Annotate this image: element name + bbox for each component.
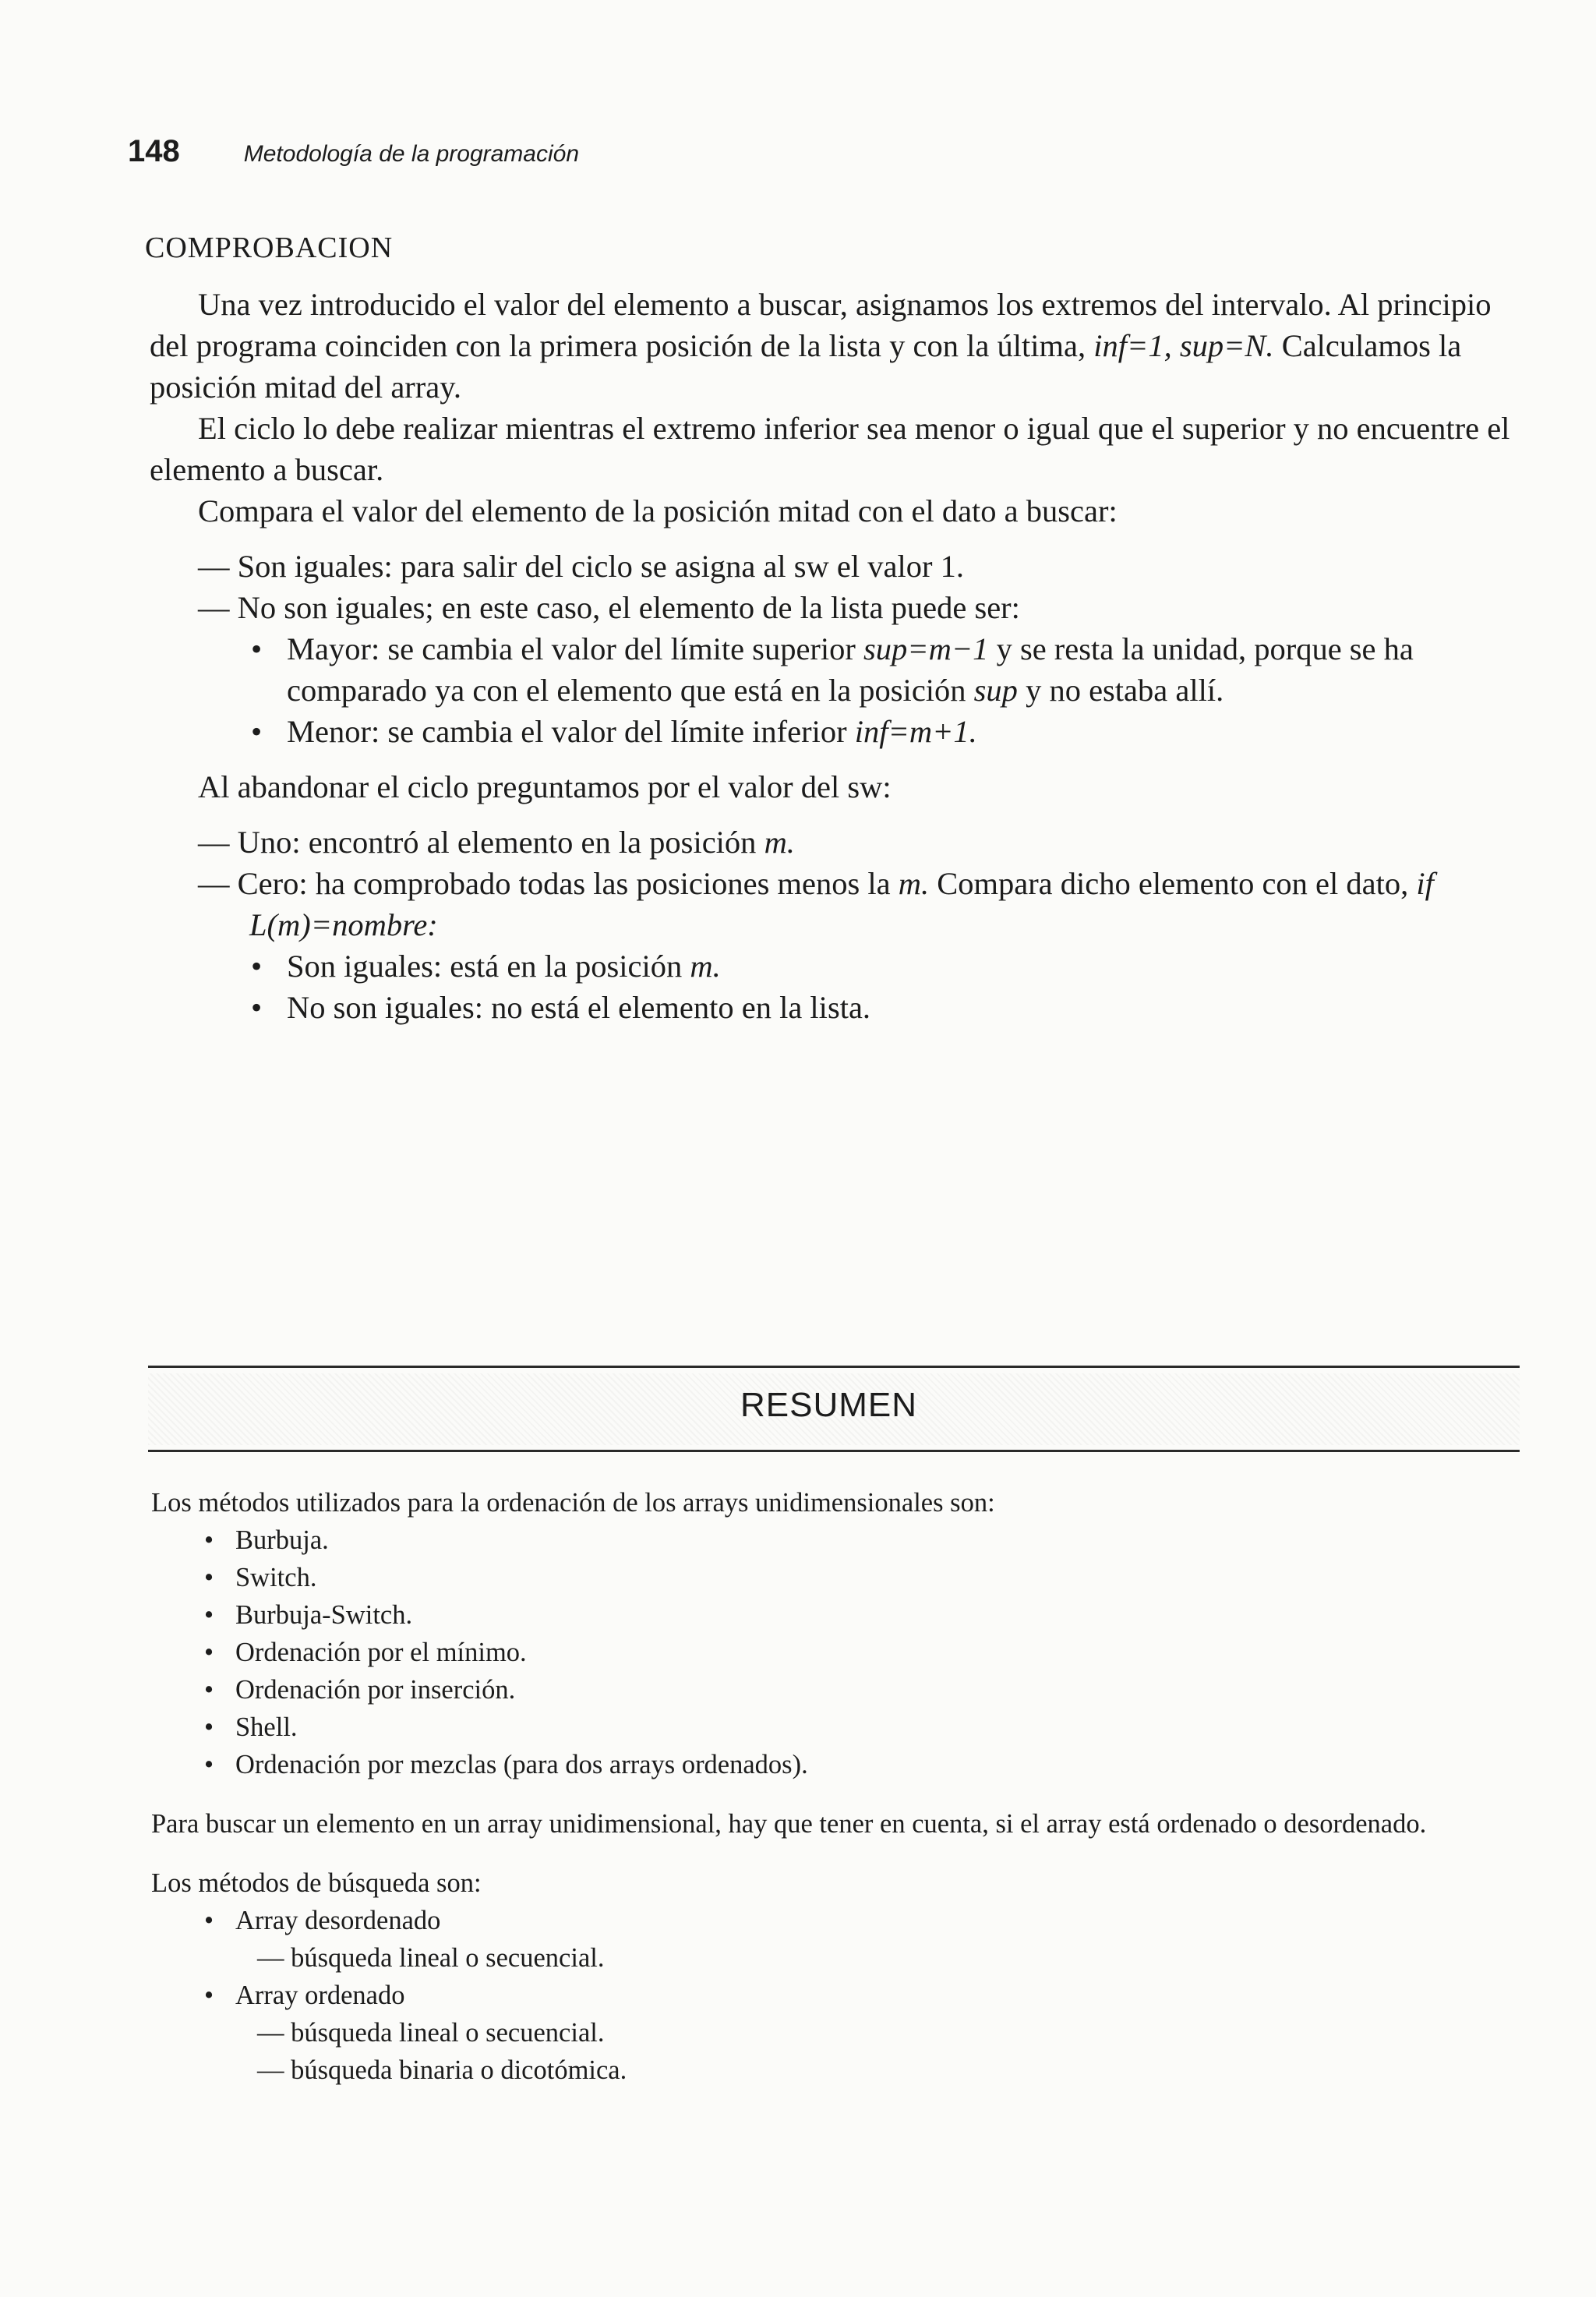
list-item: • Ordenación por el mínimo. [151,1634,1520,1671]
search-methods-list [151,1902,1520,2089]
list-item: • Shell. [151,1709,1520,1746]
summary-intro: Los métodos utilizados para la ordenación de los arrays unidimensionales son: [151,1488,995,1518]
search-intro: Los métodos de búsqueda son: [151,1868,482,1898]
summary-title: RESUMEN [740,1386,918,1424]
list-item: • Ordenación por inserción. [151,1671,1520,1709]
list-item-sorted: • Array ordenado [151,1977,1520,2014]
section-body [150,284,1521,1028]
paragraph-compare: Compara el valor del elemento de la posición mitad con el dato a buscar: [198,493,1118,528]
list-subitem: — búsqueda binaria o dicotómica. [257,2055,627,2085]
paragraph-exit: Al abandonar el ciclo preguntamos por el valor del sw: [198,769,892,804]
list-item: • Switch. [151,1559,1520,1596]
dash-item-cero: — Cero: ha comprobado todas las posiciones menos la m. Compara dicho elemento con el dato, if L(m)=nombre: [198,866,1434,942]
paragraph-intro: Una vez introducido el valor del elemento a buscar, asignamos los extremos del intervalo. Al principio del programa coinciden con la primera posición de la lista y con la última, inf=1, sup=N. Calculamos la posición mitad del array. [150,287,1492,405]
list-item: • Burbuja-Switch. [151,1596,1520,1634]
summary-rule-bottom [148,1450,1520,1452]
bullet-item-mayor: • Mayor: se cambia el valor del límite superior sup=m−1 y se resta la unidad, porque se ha comparado ya con el elemento que está en la posición sup y no estaba allí. [150,628,1521,711]
bullet-item-menor: • Menor: se cambia el valor del límite inferior inf=m+1. [150,711,1521,752]
dash-item-uno: — Uno: encontró al elemento en la posición m. [198,825,795,860]
page-header [128,134,579,169]
section-heading: COMPROBACION [145,231,394,264]
list-subitem: — búsqueda lineal o secuencial. [257,2018,605,2048]
bullet-item-son-iguales: • Son iguales: está en la posición m. [150,945,1521,987]
list-subitem: — búsqueda lineal o secuencial. [257,1943,605,1973]
page-number: 148 [128,134,180,168]
sort-methods-list [151,1521,1520,1783]
summary-rule-top [148,1366,1520,1368]
paragraph-loop: El ciclo lo debe realizar mientras el extremo inferior sea menor o igual que el superior y no encuentre el elemento a buscar. [150,411,1510,487]
dash-item-equal: — Son iguales: para salir del ciclo se asigna al sw el valor 1. [198,549,964,584]
list-item-unsorted: • Array desordenado [151,1902,1520,1939]
list-item: • Ordenación por mezclas (para dos arrays ordenados). [151,1746,1520,1783]
dash-item-not-equal: — No son iguales; en este caso, el elemento de la lista puede ser: [198,590,1020,625]
running-head: Metodología de la programación [243,141,580,167]
bullet-item-no-son-iguales: • No son iguales: no está el elemento en la lista. [150,987,1521,1028]
search-note: Para buscar un elemento en un array unidimensional, hay que tener en cuenta, si el array está ordenado o desordenado. [151,1809,1427,1839]
list-item: • Burbuja. [151,1521,1520,1559]
summary-body [151,1484,1520,2089]
